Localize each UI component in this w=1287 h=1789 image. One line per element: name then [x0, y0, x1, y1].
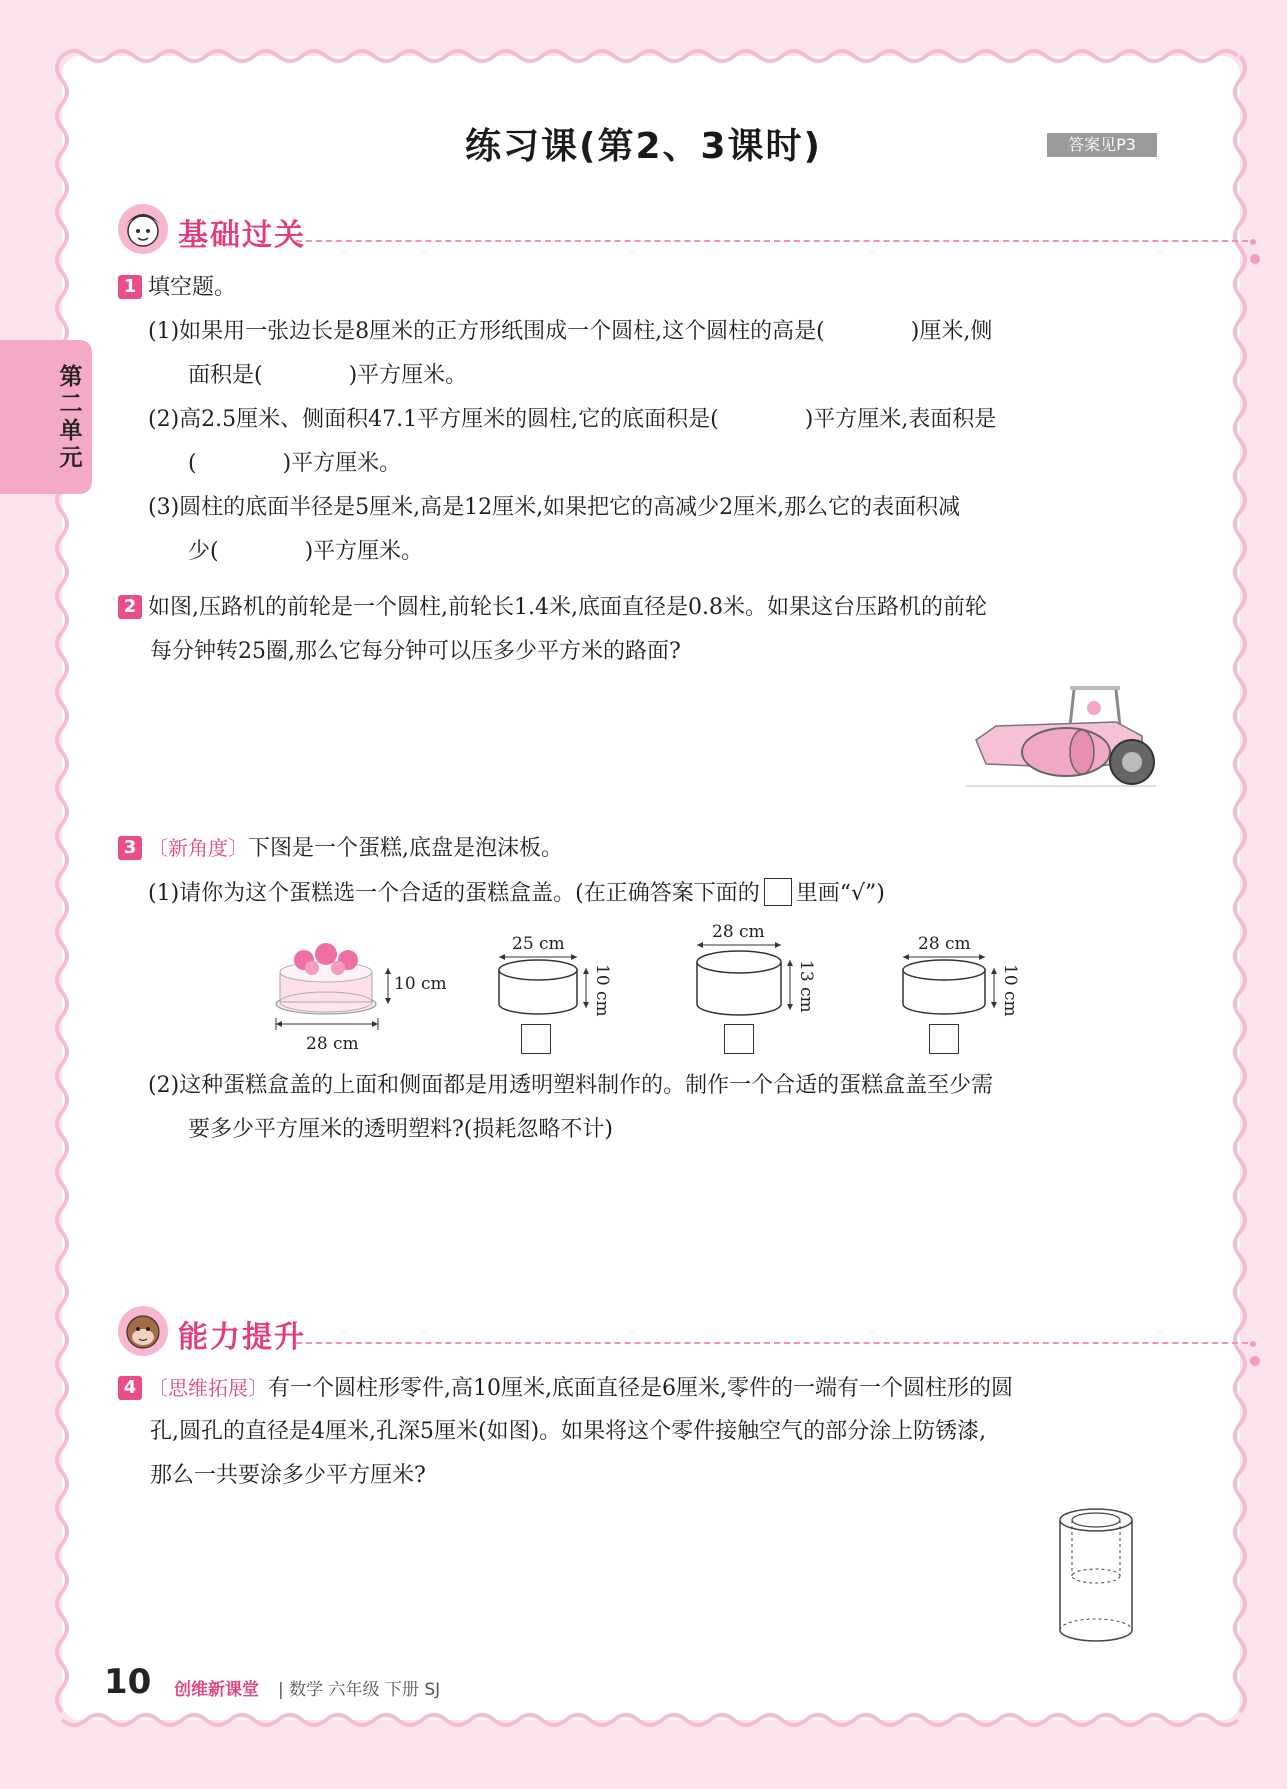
- q2-line2: 每分钟转25圈,那么它每分钟可以压多少平方米的路面?: [150, 639, 681, 664]
- footer-brand: 创维新课堂: [174, 1680, 259, 1700]
- q3-number: 3: [118, 836, 142, 860]
- answer-reference: 答案见P3: [1047, 133, 1157, 157]
- hollow-cylinder-icon: [1056, 1504, 1136, 1650]
- page-title: 练习课(第2、3课时): [464, 126, 822, 167]
- lid-c-checkbox[interactable]: [929, 1024, 959, 1054]
- q1-part3-line1: (3)圆柱的底面半径是5厘米,高是12厘米,如果把它的高减少2厘米,那么它的表面积减: [148, 495, 961, 520]
- divider-dots: [1250, 1332, 1262, 1370]
- lid-option-b: [694, 944, 784, 1018]
- lid-b-height-label: 13 cm: [796, 960, 816, 1013]
- lid-b-checkbox[interactable]: [724, 1024, 754, 1054]
- q4-number: 4: [118, 1376, 142, 1400]
- section-divider: [296, 240, 1248, 242]
- q2-line1: 2 如图,压路机的前轮是一个圆柱,前轮长1.4米,底面直径是0.8米。如果这台压路机的前轮: [118, 586, 987, 630]
- lid-b-height-arrow: [784, 958, 796, 1012]
- q1-number: 1: [118, 275, 142, 299]
- cake-width-label: 28 cm: [306, 1034, 359, 1054]
- cake-height-label: 10 cm: [394, 974, 447, 994]
- footer-meta: | 数学 六年级 下册 SJ: [278, 1680, 441, 1700]
- q3-tag: 〔新角度〕: [148, 836, 248, 860]
- q3-intro: 3 〔新角度〕下图是一个蛋糕,底盘是泡沫板。: [118, 826, 563, 871]
- section-title-basics: 基础过关: [178, 218, 306, 253]
- q4-line3: 那么一共要涂多少平方厘米?: [150, 1463, 426, 1488]
- lid-c-height-label: 10 cm: [1000, 964, 1020, 1017]
- page-number: 10: [104, 1662, 152, 1702]
- q1-part1-line1: (1)如果用一张边长是8厘米的正方形纸围成一个圆柱,这个圆柱的高是( )厘米,侧: [148, 319, 993, 344]
- checkbox-legend: [764, 878, 792, 906]
- cake-illustration: [272, 940, 382, 1020]
- q3-part2-line1: (2)这种蛋糕盒盖的上面和侧面都是用透明塑料制作的。制作一个合适的蛋糕盒盖至少需: [148, 1073, 994, 1098]
- q1-heading: [118, 266, 236, 310]
- q3-part2-line2: 要多少平方厘米的透明塑料?(损耗忽略不计): [188, 1117, 613, 1142]
- q4-line2: 孔,圆孔的直径是4厘米,孔深5厘米(如图)。如果将这个零件接触空气的部分涂上防锈漆,: [150, 1419, 987, 1444]
- lid-a-checkbox[interactable]: [521, 1024, 551, 1054]
- lid-b-width-label: 28 cm: [712, 922, 765, 942]
- q1-title: 填空题。: [148, 275, 237, 300]
- road-roller-icon: [966, 682, 1156, 792]
- monkey-mascot-icon: [116, 1304, 170, 1358]
- lid-a-height-arrow: [580, 966, 592, 1010]
- section-divider: [296, 1342, 1248, 1344]
- unit-tab: [0, 340, 92, 494]
- q2-number: 2: [118, 595, 142, 619]
- lid-c-width-label: 28 cm: [918, 934, 971, 954]
- cake-height-arrow: [382, 966, 394, 1006]
- girl-mascot-icon: [116, 202, 170, 256]
- q1-part2-line2: ( )平方厘米。: [188, 451, 402, 476]
- q4-tag: 〔思维拓展〕: [148, 1376, 268, 1400]
- q1-part1-line2: 面积是( )平方厘米。: [188, 363, 468, 388]
- q1-part3-line2: 少( )平方厘米。: [188, 539, 424, 564]
- cake-width-arrow: [272, 1018, 382, 1030]
- section-header-advanced: [116, 1302, 1166, 1362]
- lid-a-height-label: 10 cm: [592, 964, 612, 1017]
- q4-line1: 4 〔思维拓展〕有一个圆柱形零件,高10厘米,底面直径是6厘米,零件的一端有一个圆柱形的圆: [118, 1366, 1013, 1411]
- unit-tab-label: 第二单元: [59, 364, 83, 471]
- q3-part1: (1)请你为这个蛋糕选一个合适的蛋糕盒盖。(在正确答案下面的 里画“√”): [148, 872, 885, 916]
- section-title-advanced: 能力提升: [178, 1320, 306, 1355]
- q1-part2-line1: (2)高2.5厘米、侧面积47.1平方厘米的圆柱,它的底面积是( )平方厘米,表面积是: [148, 407, 997, 432]
- lid-a-width-label: 25 cm: [512, 934, 565, 954]
- lid-c-height-arrow: [988, 966, 1000, 1010]
- section-header-basics: [116, 200, 1166, 260]
- divider-dots: [1250, 230, 1262, 268]
